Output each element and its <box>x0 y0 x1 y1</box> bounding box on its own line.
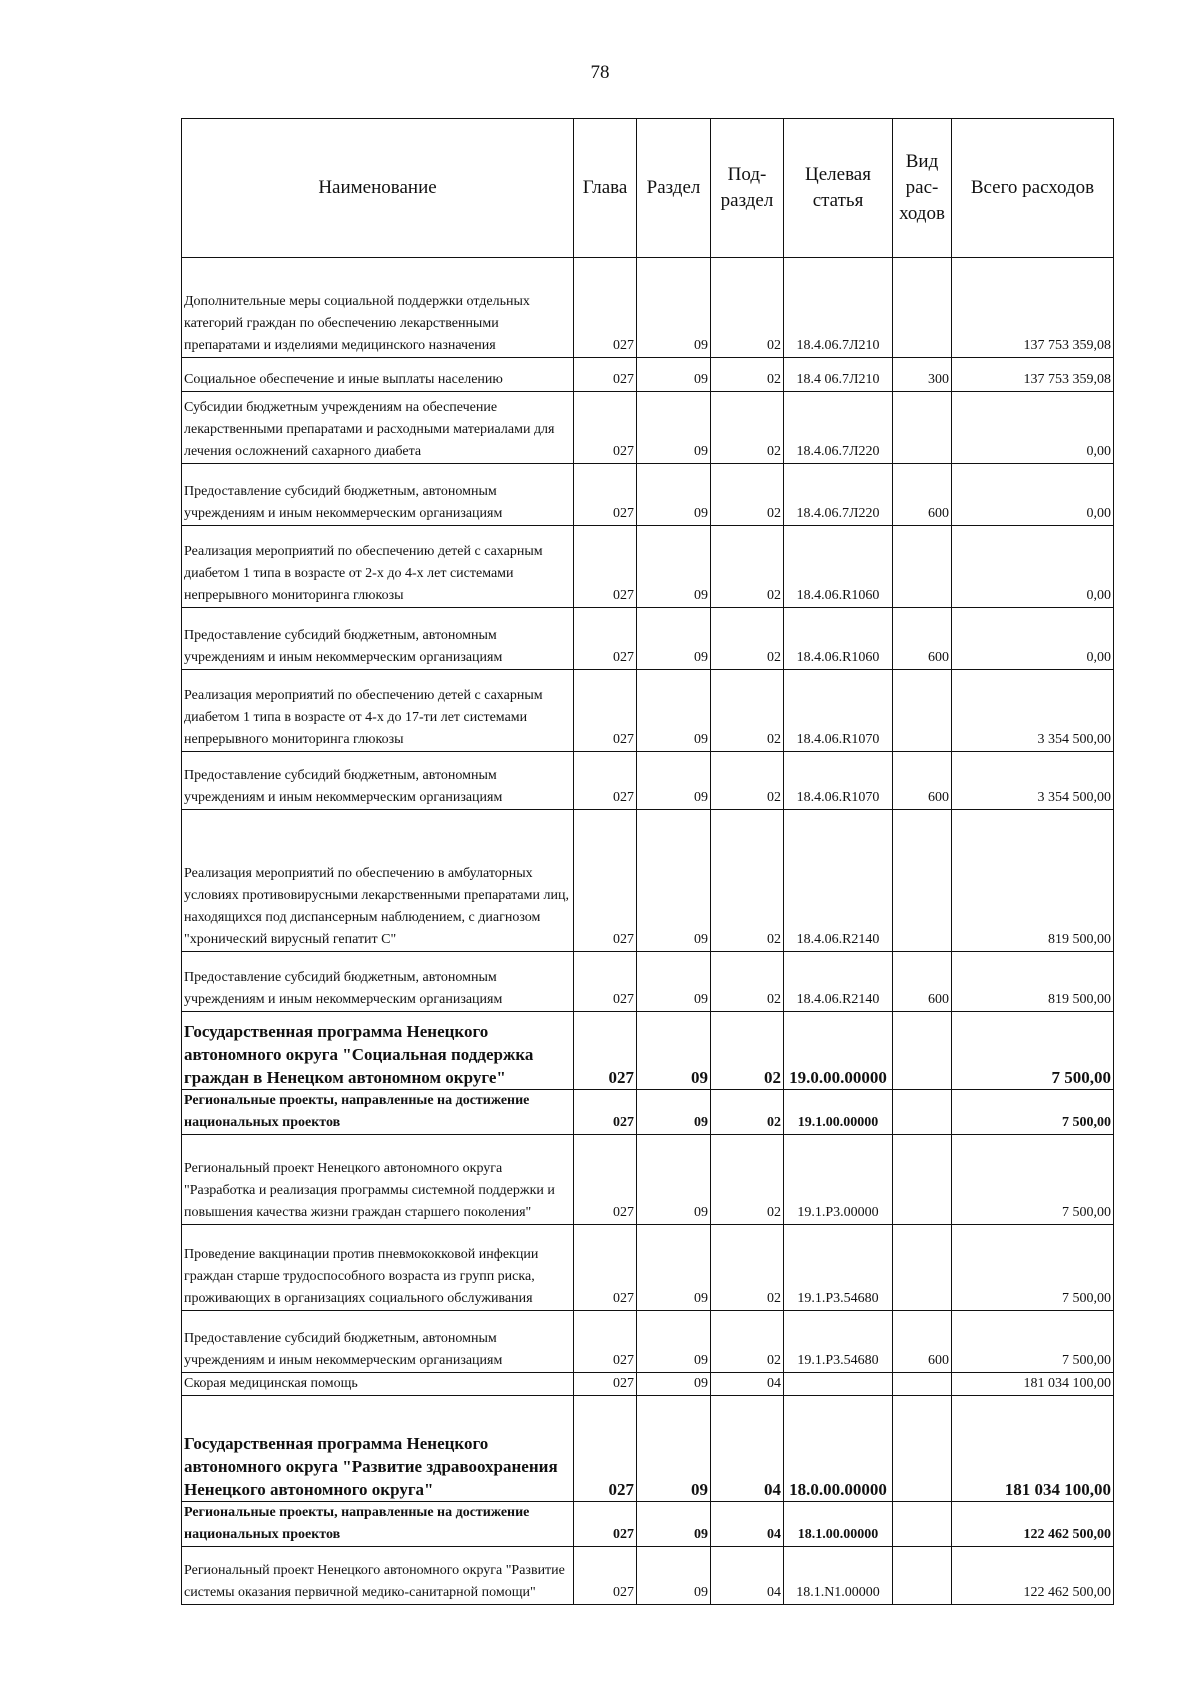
cell-vid <box>893 1012 952 1090</box>
table-row <box>182 1311 1114 1373</box>
cell-glava: 027 <box>574 1396 637 1502</box>
cell-statya: 18.4.06.R1060 <box>784 608 893 670</box>
cell-glava: 027 <box>574 1547 637 1605</box>
cell-glava: 027 <box>574 392 637 464</box>
cell-podrazdel: 02 <box>711 952 784 1012</box>
cell-statya: 19.1.00.00000 <box>784 1090 893 1135</box>
cell-podrazdel: 04 <box>711 1396 784 1502</box>
cell-statya: 18.1.N1.00000 <box>784 1547 893 1605</box>
cell-glava: 027 <box>574 526 637 608</box>
cell-vid: 600 <box>893 952 952 1012</box>
header-vid: Вид рас- ходов <box>893 119 952 258</box>
cell-podrazdel: 02 <box>711 1090 784 1135</box>
cell-total: 7 500,00 <box>952 1311 1114 1373</box>
cell-name: Предоставление субсидий бюджетным, автономным учреждениям и иным некоммерческим организациям <box>182 752 574 810</box>
cell-podrazdel: 02 <box>711 358 784 392</box>
cell-podrazdel: 02 <box>711 810 784 952</box>
cell-statya: 18.4.06.7Л210 <box>784 258 893 358</box>
table-row <box>182 1225 1114 1311</box>
cell-razdel: 09 <box>637 358 711 392</box>
cell-vid <box>893 670 952 752</box>
cell-statya <box>784 1373 893 1396</box>
table-row <box>182 1502 1114 1547</box>
cell-statya: 18.4.06.R1070 <box>784 752 893 810</box>
table-row <box>182 1396 1114 1502</box>
table-row <box>182 1547 1114 1605</box>
cell-razdel: 09 <box>637 1012 711 1090</box>
cell-statya: 18.4.06.7Л220 <box>784 464 893 526</box>
cell-total: 7 500,00 <box>952 1135 1114 1225</box>
cell-total: 181 034 100,00 <box>952 1373 1114 1396</box>
cell-razdel: 09 <box>637 464 711 526</box>
cell-podrazdel: 02 <box>711 670 784 752</box>
cell-vid <box>893 1373 952 1396</box>
cell-name: Государственная программа Ненецкого автономного округа "Социальная поддержка граждан в Ненецком автономном округе" <box>182 1012 574 1090</box>
cell-name: Проведение вакцинации против пневмококковой инфекции граждан старше трудоспособного возраста из групп риска, проживающих в организациях социального обслуживания <box>182 1225 574 1311</box>
cell-name: Региональный проект Ненецкого автономного округа "Разработка и реализация программы системной поддержки и повышения качества жизни граждан старшего поколения" <box>182 1135 574 1225</box>
cell-total: 0,00 <box>952 392 1114 464</box>
cell-glava: 027 <box>574 670 637 752</box>
cell-podrazdel: 02 <box>711 1135 784 1225</box>
header-podrazdel: Под- раздел <box>711 119 784 258</box>
cell-statya: 19.0.00.00000 <box>784 1012 893 1090</box>
table-row <box>182 810 1114 952</box>
cell-total: 122 462 500,00 <box>952 1547 1114 1605</box>
cell-razdel: 09 <box>637 1547 711 1605</box>
cell-statya: 18.4.06.R2140 <box>784 952 893 1012</box>
cell-vid <box>893 1135 952 1225</box>
cell-statya: 19.1.P3.00000 <box>784 1135 893 1225</box>
cell-total: 122 462 500,00 <box>952 1502 1114 1547</box>
table-body <box>182 258 1114 1605</box>
cell-vid: 600 <box>893 752 952 810</box>
cell-podrazdel: 02 <box>711 1311 784 1373</box>
cell-razdel: 09 <box>637 608 711 670</box>
header-razdel: Раздел <box>637 119 711 258</box>
cell-total: 7 500,00 <box>952 1225 1114 1311</box>
cell-total: 137 753 359,08 <box>952 358 1114 392</box>
cell-total: 137 753 359,08 <box>952 258 1114 358</box>
header-statya: Целевая статья <box>784 119 893 258</box>
cell-vid <box>893 1502 952 1547</box>
cell-glava: 027 <box>574 464 637 526</box>
cell-podrazdel: 04 <box>711 1502 784 1547</box>
cell-statya: 18.1.00.00000 <box>784 1502 893 1547</box>
cell-podrazdel: 02 <box>711 258 784 358</box>
header-total: Всего расходов <box>952 119 1114 258</box>
cell-razdel: 09 <box>637 810 711 952</box>
table-row <box>182 464 1114 526</box>
cell-razdel: 09 <box>637 526 711 608</box>
cell-razdel: 09 <box>637 670 711 752</box>
cell-glava: 027 <box>574 1311 637 1373</box>
cell-vid <box>893 392 952 464</box>
header-name: Наименование <box>182 119 574 258</box>
cell-razdel: 09 <box>637 1225 711 1311</box>
cell-name: Реализация мероприятий по обеспечению в амбулаторных условиях противовирусными лекарственными препаратами лиц, находящихся под диспансерным наблюдением, с диагнозом "хронический вирусный гепатит С" <box>182 810 574 952</box>
cell-name: Региональные проекты, направленные на достижение национальных проектов <box>182 1502 574 1547</box>
cell-name: Субсидии бюджетным учреждениям на обеспечение лекарственными препаратами и расходными материалами для лечения осложнений сахарного диабета <box>182 392 574 464</box>
table-row <box>182 1090 1114 1135</box>
cell-glava: 027 <box>574 810 637 952</box>
cell-razdel: 09 <box>637 1090 711 1135</box>
cell-total: 3 354 500,00 <box>952 670 1114 752</box>
cell-total: 7 500,00 <box>952 1090 1114 1135</box>
cell-podrazdel: 02 <box>711 464 784 526</box>
cell-statya: 18.0.00.00000 <box>784 1396 893 1502</box>
table-row <box>182 952 1114 1012</box>
table-row <box>182 358 1114 392</box>
cell-name: Предоставление субсидий бюджетным, автономным учреждениям и иным некоммерческим организациям <box>182 1311 574 1373</box>
cell-vid: 600 <box>893 608 952 670</box>
cell-razdel: 09 <box>637 258 711 358</box>
cell-glava: 027 <box>574 952 637 1012</box>
cell-vid <box>893 1396 952 1502</box>
cell-razdel: 09 <box>637 1373 711 1396</box>
table-row <box>182 670 1114 752</box>
cell-glava: 027 <box>574 752 637 810</box>
table-row <box>182 1135 1114 1225</box>
cell-total: 819 500,00 <box>952 810 1114 952</box>
cell-total: 819 500,00 <box>952 952 1114 1012</box>
cell-razdel: 09 <box>637 1396 711 1502</box>
cell-podrazdel: 02 <box>711 608 784 670</box>
cell-vid: 300 <box>893 358 952 392</box>
cell-razdel: 09 <box>637 1311 711 1373</box>
cell-name: Реализация мероприятий по обеспечению детей с сахарным диабетом 1 типа в возрасте от 4-х до 17-ти лет системами непрерывного мониторинга глюкозы <box>182 670 574 752</box>
cell-total: 0,00 <box>952 464 1114 526</box>
cell-glava: 027 <box>574 1135 637 1225</box>
cell-razdel: 09 <box>637 1135 711 1225</box>
table-row <box>182 752 1114 810</box>
cell-vid <box>893 810 952 952</box>
table-row <box>182 608 1114 670</box>
cell-vid: 600 <box>893 1311 952 1373</box>
cell-podrazdel: 02 <box>711 1012 784 1090</box>
cell-total: 7 500,00 <box>952 1012 1114 1090</box>
cell-statya: 19.1.P3.54680 <box>784 1311 893 1373</box>
cell-podrazdel: 02 <box>711 392 784 464</box>
cell-total: 0,00 <box>952 608 1114 670</box>
cell-name: Предоставление субсидий бюджетным, автономным учреждениям и иным некоммерческим организациям <box>182 464 574 526</box>
table-row <box>182 1012 1114 1090</box>
cell-glava: 027 <box>574 1225 637 1311</box>
cell-total: 0,00 <box>952 526 1114 608</box>
cell-podrazdel: 02 <box>711 752 784 810</box>
cell-statya: 18.4.06.R1060 <box>784 526 893 608</box>
cell-statya: 19.1.P3.54680 <box>784 1225 893 1311</box>
cell-glava: 027 <box>574 358 637 392</box>
cell-glava: 027 <box>574 258 637 358</box>
budget-table <box>181 118 1114 1605</box>
cell-total: 3 354 500,00 <box>952 752 1114 810</box>
cell-name: Реализация мероприятий по обеспечению детей с сахарным диабетом 1 типа в возрасте от 2-х до 4-х лет системами непрерывного мониторинга глюкозы <box>182 526 574 608</box>
cell-statya: 18.4.06.R1070 <box>784 670 893 752</box>
cell-glava: 027 <box>574 608 637 670</box>
cell-vid <box>893 1090 952 1135</box>
cell-vid <box>893 526 952 608</box>
page-number: 78 <box>590 62 610 83</box>
cell-vid <box>893 1225 952 1311</box>
cell-glava: 027 <box>574 1012 637 1090</box>
header-glava: Глава <box>574 119 637 258</box>
cell-razdel: 09 <box>637 952 711 1012</box>
cell-podrazdel: 02 <box>711 1225 784 1311</box>
cell-name: Государственная программа Ненецкого автономного округа "Развитие здравоохранения Ненецкого автономного округа" <box>182 1396 574 1502</box>
cell-statya: 18.4.06.R2140 <box>784 810 893 952</box>
cell-total: 181 034 100,00 <box>952 1396 1114 1502</box>
cell-name: Региональный проект Ненецкого автономного округа "Развитие системы оказания первичной медико-санитарной помощи" <box>182 1547 574 1605</box>
cell-razdel: 09 <box>637 1502 711 1547</box>
table-row <box>182 526 1114 608</box>
cell-name: Дополнительные меры социальной поддержки отдельных категорий граждан по обеспечению лекарственными препаратами и изделиями медицинского назначения <box>182 258 574 358</box>
cell-podrazdel: 04 <box>711 1547 784 1605</box>
cell-name: Предоставление субсидий бюджетным, автономным учреждениям и иным некоммерческим организациям <box>182 608 574 670</box>
cell-razdel: 09 <box>637 752 711 810</box>
cell-vid: 600 <box>893 464 952 526</box>
cell-name: Предоставление субсидий бюджетным, автономным учреждениям и иным некоммерческим организациям <box>182 952 574 1012</box>
cell-glava: 027 <box>574 1373 637 1396</box>
cell-statya: 18.4.06.7Л220 <box>784 392 893 464</box>
cell-name: Скорая медицинская помощь <box>182 1373 574 1396</box>
table-row <box>182 392 1114 464</box>
cell-podrazdel: 04 <box>711 1373 784 1396</box>
cell-podrazdel: 02 <box>711 526 784 608</box>
table-row <box>182 1373 1114 1396</box>
cell-vid <box>893 258 952 358</box>
cell-razdel: 09 <box>637 392 711 464</box>
cell-glava: 027 <box>574 1090 637 1135</box>
cell-vid <box>893 1547 952 1605</box>
table-row <box>182 258 1114 358</box>
table-header-row <box>182 119 1114 258</box>
cell-statya: 18.4 06.7Л210 <box>784 358 893 392</box>
cell-name: Региональные проекты, направленные на достижение национальных проектов <box>182 1090 574 1135</box>
cell-glava: 027 <box>574 1502 637 1547</box>
cell-name: Социальное обеспечение и иные выплаты населению <box>182 358 574 392</box>
